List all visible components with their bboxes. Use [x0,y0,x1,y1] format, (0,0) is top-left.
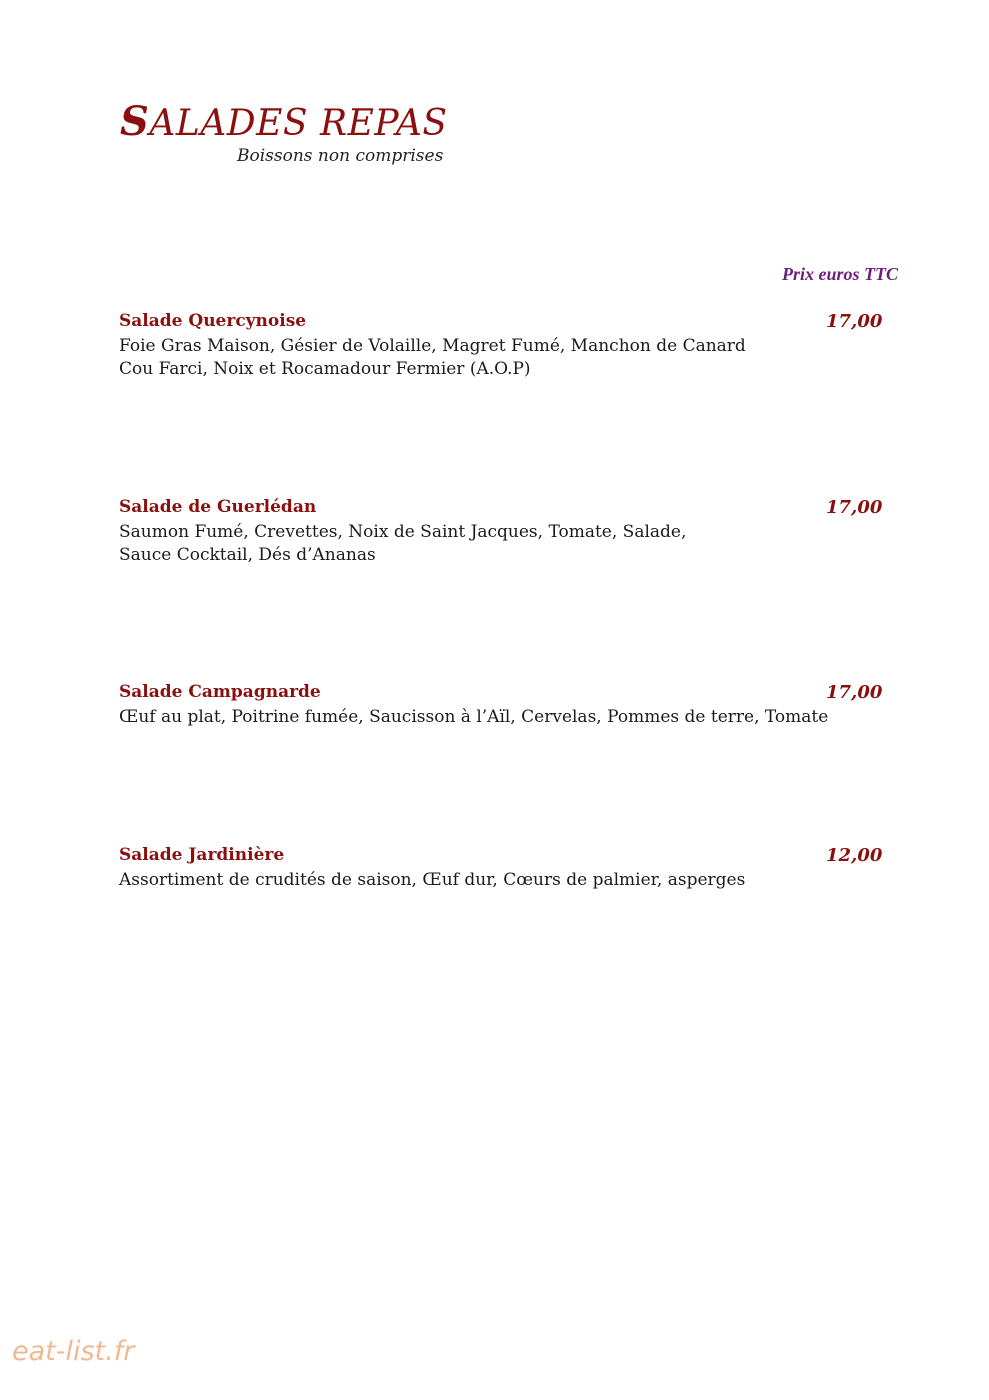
price-note: Prix euros TTC [781,264,898,284]
page-subtitle: Boissons non comprises [237,146,444,166]
menu-item-desc-line: Foie Gras Maison, Gésier de Volaille, Magret Fumé, Manchon de Canard [119,336,746,356]
menu-item [119,311,909,381]
title-rest: ALADES REPAS [149,103,448,144]
menu-item-name: Salade de Guerlédan [119,497,317,517]
menu-item-price: 12,00 [826,845,883,866]
menu-item-desc-line: Assortiment de crudités de saison, Œuf dur, Cœurs de palmier, asperges [119,870,746,890]
menu-item [119,497,909,567]
menu-item-price: 17,00 [826,682,883,703]
page-title [120,98,448,145]
menu-item-name: Salade Jardinière [119,845,285,865]
menu-item-desc-line: Saumon Fumé, Crevettes, Noix de Saint Jacques, Tomate, Salade, [119,522,687,542]
title-initial: S [120,98,150,145]
menu-item-desc-line: Sauce Cocktail, Dés d’Ananas [119,545,376,565]
menu-item-price: 17,00 [826,311,883,332]
menu-item-desc-line: Cou Farci, Noix et Rocamadour Fermier (A.O.P) [119,359,531,379]
menu-item-name: Salade Quercynoise [119,311,307,331]
menu-item-price: 17,00 [826,497,883,518]
menu-item [119,845,909,892]
menu-item-name: Salade Campagnarde [119,682,321,702]
menu-item [119,682,909,729]
menu-item-desc-line: Œuf au plat, Poitrine fumée, Saucisson à l’Aïl, Cervelas, Pommes de terre, Tomate [119,707,829,727]
watermark: eat-list.fr [12,1336,135,1367]
